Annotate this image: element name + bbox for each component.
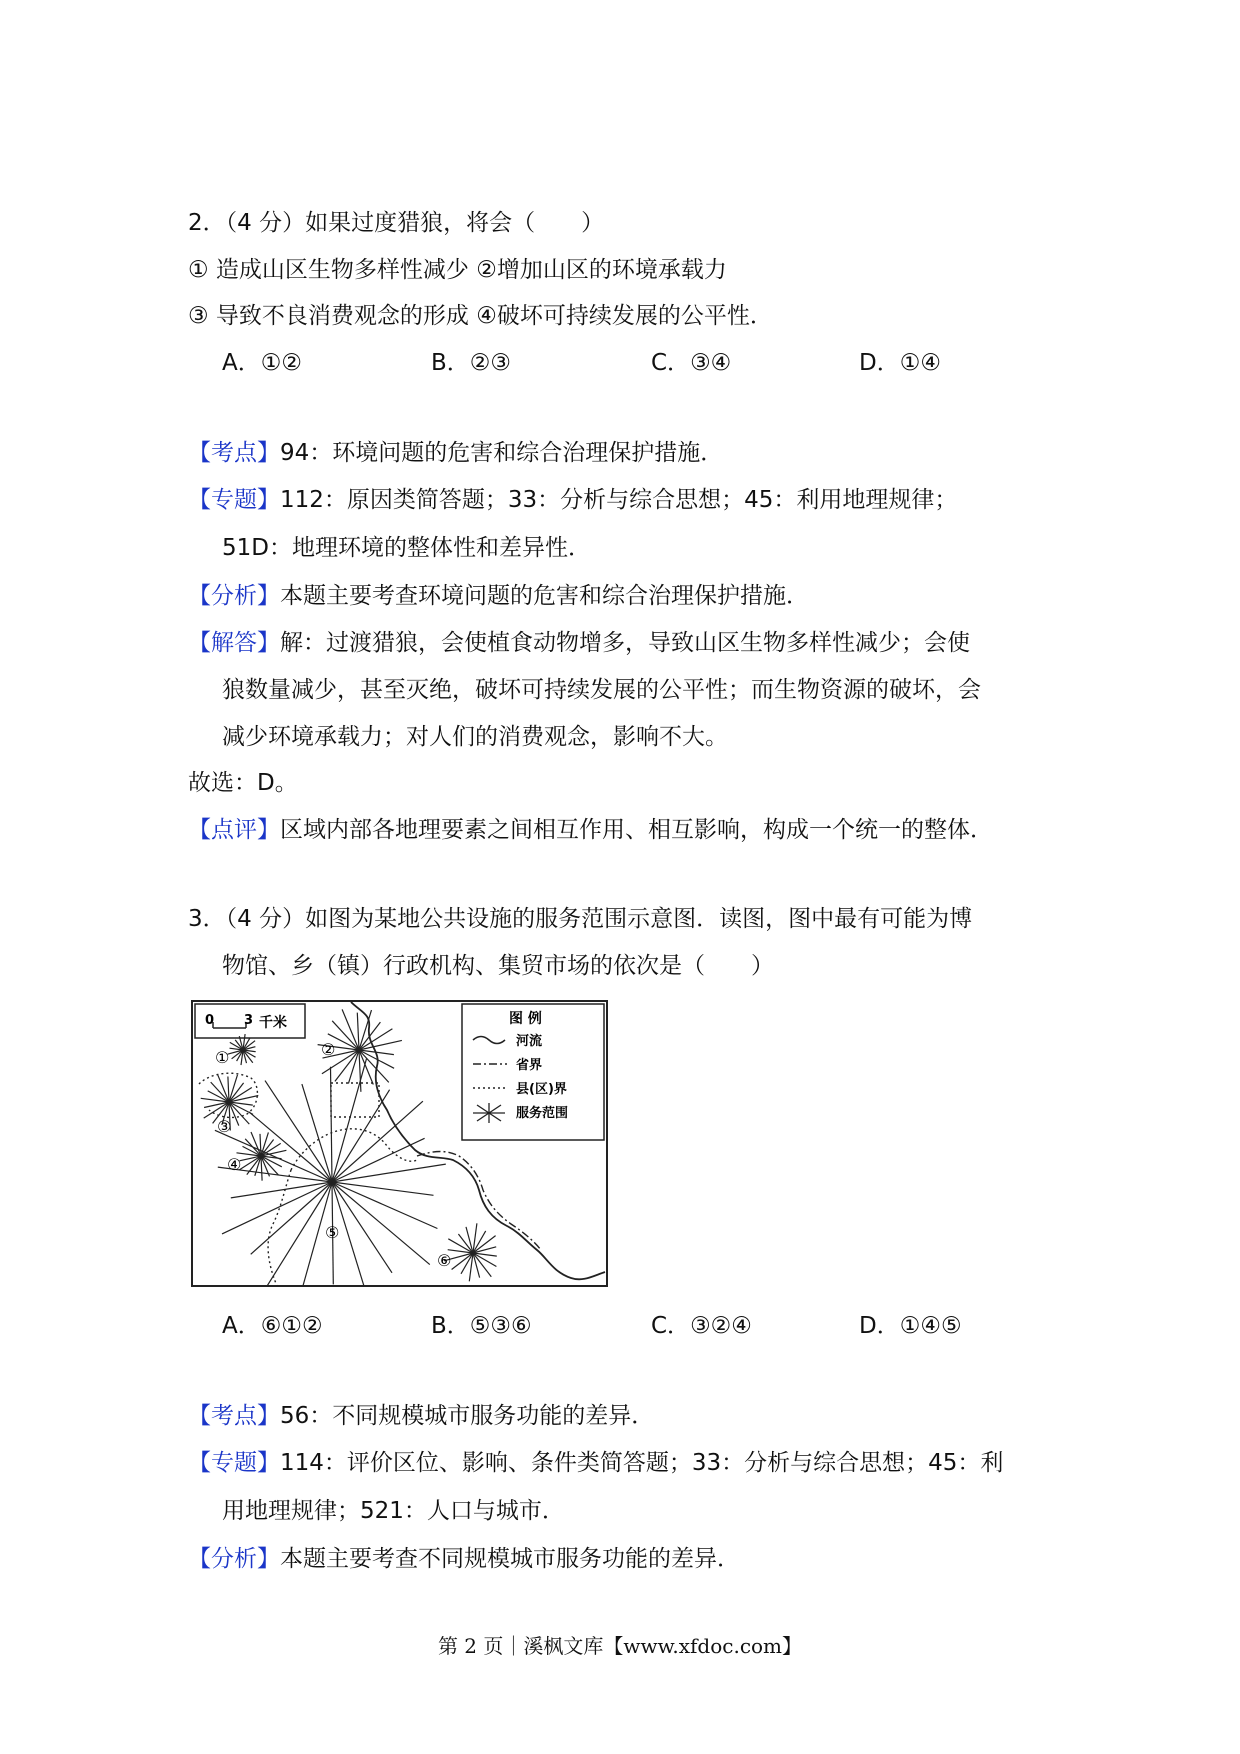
kaodian-tag: 【考点】 bbox=[188, 1403, 280, 1429]
legend-service-symbol bbox=[473, 1103, 505, 1123]
q3-option-b: B．⑤③⑥ bbox=[431, 1313, 532, 1339]
q2-answer: 故选：D。 bbox=[188, 770, 298, 796]
scale-zero: 0 bbox=[205, 1013, 215, 1028]
q2-option-b: B．②③ bbox=[431, 350, 512, 376]
q3-stem-cont: 物馆、乡（镇）行政机构、集贸市场的依次是（ ） bbox=[222, 953, 774, 979]
q2-statement-1: ① 造成山区生物多样性减少 ②增加山区的环境承载力 bbox=[188, 257, 727, 283]
marker-2: ② bbox=[321, 1040, 336, 1059]
scale-unit: 千米 bbox=[259, 1015, 287, 1031]
q3-option-a: A．⑥①② bbox=[222, 1313, 323, 1339]
q2-jieda-cont-2: 减少环境承载力；对人们的消费观念，影响不大。 bbox=[222, 724, 728, 750]
q2-option-d: D．①④ bbox=[859, 350, 941, 376]
kaodian-tag: 【考点】 bbox=[188, 440, 280, 466]
q2-zhuanti: 【专题】112：原因类简答题；33：分析与综合思想；45：利用地理规律； bbox=[188, 487, 958, 513]
fenxi-tag: 【分析】 bbox=[188, 583, 280, 609]
marker-4: ④ bbox=[227, 1155, 242, 1174]
dianping-tag: 【点评】 bbox=[188, 817, 280, 843]
marker-3: ③ bbox=[217, 1117, 232, 1136]
legend-province: 省界 bbox=[516, 1058, 543, 1073]
marker-1: ① bbox=[215, 1048, 230, 1067]
q3-stem: 3．（4 分）如图为某地公共设施的服务范围示意图．读图，图中最有可能为博 bbox=[188, 906, 973, 932]
q2-option-a: A．①② bbox=[222, 350, 302, 376]
jieda-tag: 【解答】 bbox=[188, 630, 280, 656]
q2-option-c: C．③④ bbox=[651, 350, 732, 376]
legend-service: 服务范围 bbox=[516, 1106, 569, 1121]
q3-kaodian: 【考点】56：不同规模城市服务功能的差异． bbox=[188, 1403, 655, 1429]
q3-fenxi: 【分析】本题主要考查不同规模城市服务功能的差异． bbox=[188, 1546, 740, 1572]
q2-zhuanti-cont: 51D：地理环境的整体性和差异性． bbox=[222, 535, 591, 561]
q2-jieda: 【解答】解：过渡猎狼，会使植食动物增多，导致山区生物多样性减少；会使 bbox=[188, 630, 970, 656]
legend-county: 县(区)界 bbox=[516, 1082, 567, 1097]
marker-6: ⑥ bbox=[437, 1251, 452, 1270]
q3-option-c: C．③②④ bbox=[651, 1313, 752, 1339]
scale-three: 3 bbox=[244, 1013, 254, 1028]
q3-zhuanti-cont: 用地理规律；521：人口与城市． bbox=[222, 1498, 565, 1524]
zhuanti-tag: 【专题】 bbox=[188, 487, 280, 513]
service-range-map bbox=[191, 1000, 608, 1287]
q2-stem: 2．（4 分）如果过度猎狼，将会（ ） bbox=[188, 210, 605, 236]
q2-fenxi: 【分析】本题主要考查环境问题的危害和综合治理保护措施． bbox=[188, 583, 809, 609]
q2-dianping: 【点评】区域内部各地理要素之间相互作用、相互影响，构成一个统一的整体． bbox=[188, 817, 993, 843]
q3-option-d: D．①④⑤ bbox=[859, 1313, 962, 1339]
q3-zhuanti: 【专题】114：评价区位、影响、条件类简答题；33：分析与综合思想；45：利 bbox=[188, 1450, 1004, 1476]
q2-jieda-cont-1: 狼数量减少，甚至灭绝，破坏可持续发展的公平性；而生物资源的破坏，会 bbox=[222, 677, 981, 703]
q2-kaodian: 【考点】94：环境问题的危害和综合治理保护措施． bbox=[188, 440, 724, 466]
legend-title: 图 例 bbox=[509, 1011, 542, 1027]
zhuanti-tag: 【专题】 bbox=[188, 1450, 280, 1476]
q2-statement-2: ③ 导致不良消费观念的形成 ④破坏可持续发展的公平性． bbox=[188, 303, 773, 329]
legend-river: 河流 bbox=[516, 1034, 543, 1049]
fenxi-tag: 【分析】 bbox=[188, 1546, 280, 1572]
marker-5: ⑤ bbox=[325, 1223, 340, 1242]
page-footer: 第 2 页｜溪枫文库【www.xfdoc.com】 bbox=[437, 1634, 803, 1658]
